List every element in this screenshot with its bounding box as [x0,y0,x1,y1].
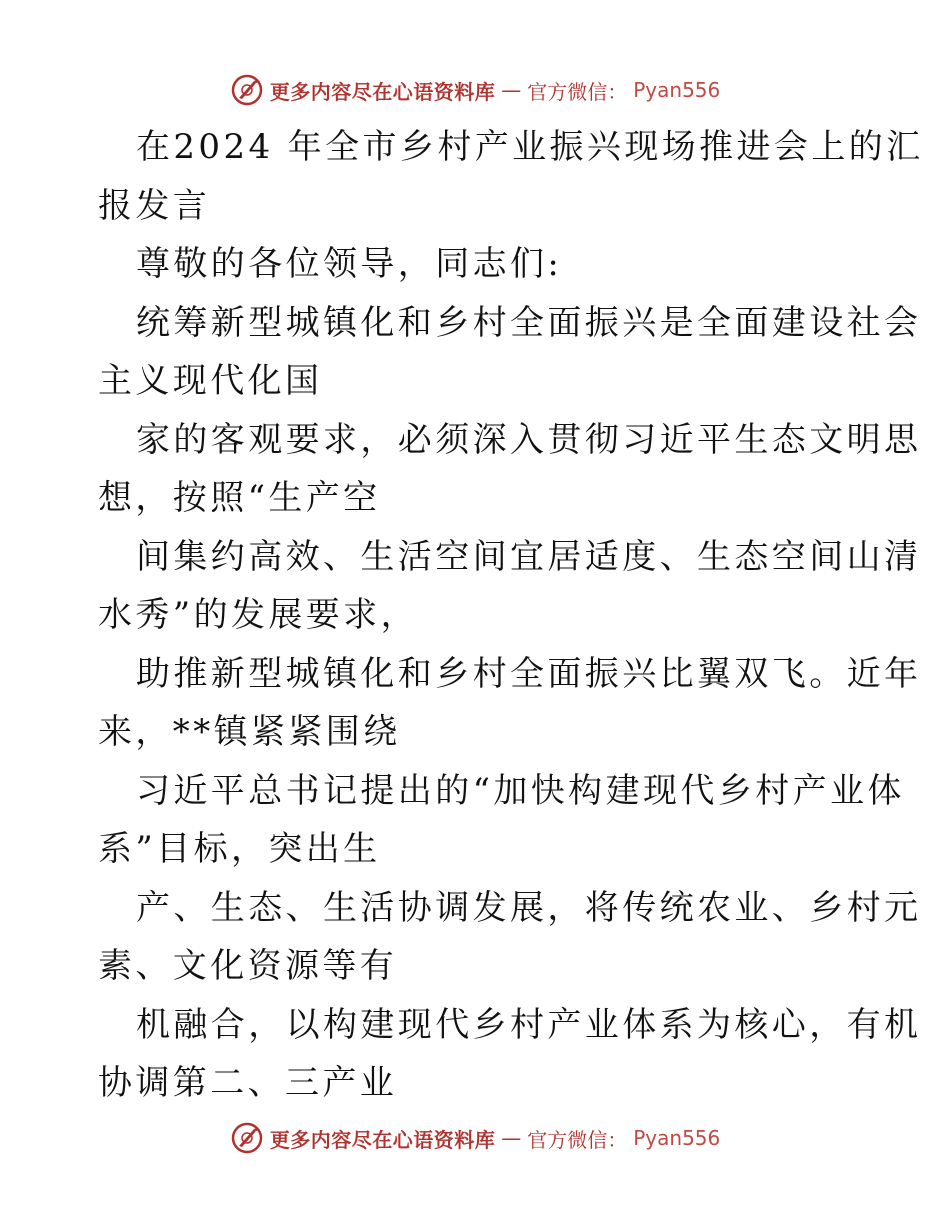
text-line: 想，按照“生产空 [98,478,381,518]
watermark-account: Pyan556 [633,78,721,102]
watermark-channel: 官方微信： [527,1127,628,1152]
text-line: 间集约高效、生活空间宜居适度、生态空间山清 [136,536,922,577]
text-line: 统筹新型城镇化和乡村全面振兴是全面建设社会 [136,302,922,343]
document-body [98,118,924,1113]
text-line: 系”目标，突出生 [98,829,381,869]
text-line: 习近平总书记提出的“加快构建现代乡村产业体 [136,770,905,811]
watermark-separator: — [501,78,522,102]
quill-logo-icon [230,1121,264,1155]
watermark-channel: 官方微信： [527,79,628,104]
footer-watermark [0,1118,950,1158]
text-line: 素、文化资源等有 [98,946,398,986]
quill-logo-icon [230,73,264,107]
text-line: 助推新型城镇化和乡村全面振兴比翼双飞。近年 [136,653,922,694]
text-line: 在2024 年全市乡村产业振兴现场推进会上的汇 [136,127,924,167]
text-line: 报发言 [98,185,211,226]
watermark-brand: 更多内容尽在心语资料库 [269,1127,496,1152]
header-watermark [0,70,950,110]
text-line: 来，**镇紧紧围绕 [98,712,401,752]
text-line: 尊敬的各位领导，同志们: [136,244,563,284]
text-line: 机融合，以构建现代乡村产业体系为核心，有机 [136,1004,922,1045]
watermark-separator: — [501,1126,522,1150]
text-line: 协调第二、三产业 [98,1063,398,1103]
watermark-account: Pyan556 [633,1126,721,1150]
text-line: 水秀”的发展要求， [98,595,418,635]
text-line: 家的客观要求，必须深入贯彻习近平生态文明思 [136,419,922,460]
text-line: 产、生态、生活协调发展，将传统农业、乡村元 [136,887,922,928]
watermark-brand: 更多内容尽在心语资料库 [269,79,496,104]
text-line: 主义现代化国 [98,361,323,401]
